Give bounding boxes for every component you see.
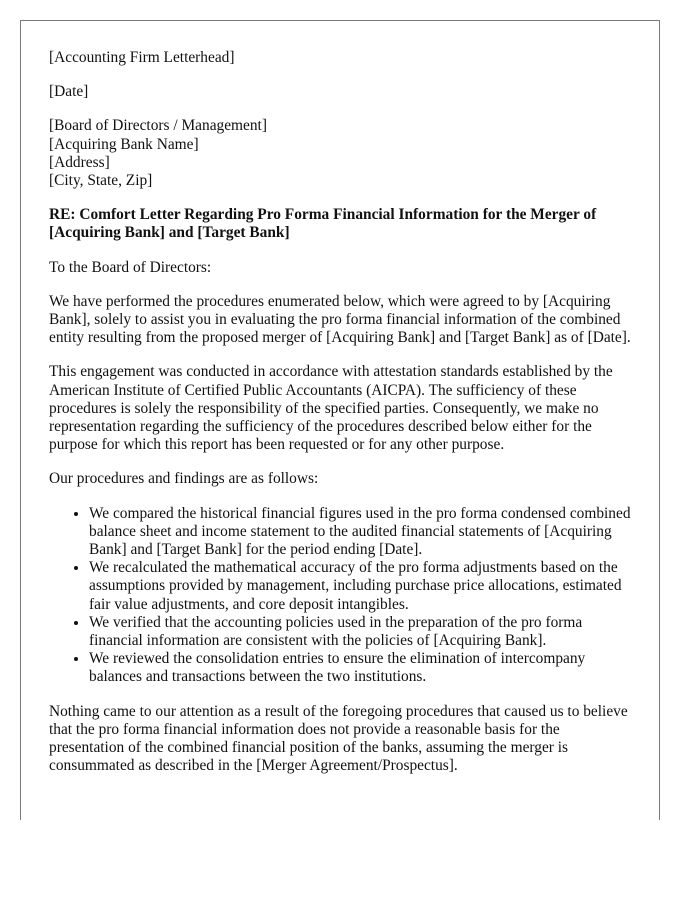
recipient-line-2: [Acquiring Bank Name]: [49, 135, 199, 153]
procedure-item: • We reviewed the consolidation entries to ensure the elimination of intercompany balances and transactions between the two institutions.: [89, 650, 631, 686]
procedure-item: • We verified that the accounting policies used in the preparation of the pro forma financial information are consistent with the policies of [Acquiring Bank].: [89, 614, 631, 650]
letter-date: [Date]: [49, 83, 89, 101]
intro-paragraph: We have performed the procedures enumerated below, which were agreed to by [Acquiring Bank], solely to assist you in evaluating the pro forma financial information of the combined entity resulting from the proposed merger of [Acquiring Bank] and [Target Bank] as of [Date].: [49, 292, 631, 347]
recipient-line-3: [Address]: [49, 153, 110, 171]
letterhead: [Accounting Firm Letterhead]: [49, 49, 235, 66]
recipient-line-1: [Board of Directors / Management]: [49, 117, 267, 135]
conclusion-paragraph: Nothing came to our attention as a result of the foregoing procedures that caused us to believe that the pro forma financial information does not provide a reasonable basis for the presentation of the combined financial position of the banks, assuming the merger is consummated as described in the [Merger Agreement/Prospectus].: [49, 702, 628, 775]
procedure-item: • We compared the historical financial figures used in the pro forma condensed combined balance sheet and income statement to the audited financial statements of [Acquiring Bank] and [Target Bank] for the period ending [Date].: [89, 505, 631, 560]
recipient-line-4: [City, State, Zip]: [49, 172, 153, 190]
recipient-address: [49, 117, 631, 190]
engagement-paragraph: This engagement was conducted in accordance with attestation standards established by the American Institute of Certified Public Accountants (AICPA). The sufficiency of these procedures is solely the responsibility of the specified parties. Consequently, we make no representation regarding the sufficiency of the procedures described below either for the purpose for which this report has been requested or for any other purpose.: [49, 363, 613, 454]
salutation: To the Board of Directors:: [49, 258, 212, 276]
procedures-intro: Our procedures and findings are as follows:: [49, 470, 319, 488]
procedure-item: • We recalculated the mathematical accuracy of the pro forma adjustments based on the assumptions provided by management, including purchase price allocations, estimated fair value adjustments, and core deposit intangibles.: [89, 559, 631, 614]
letter-page: [20, 20, 660, 820]
subject-line: RE: Comfort Letter Regarding Pro Forma Financial Information for the Merger of [Acquiring Bank] and [Target Bank]: [49, 206, 597, 242]
procedures-list: [49, 505, 631, 687]
